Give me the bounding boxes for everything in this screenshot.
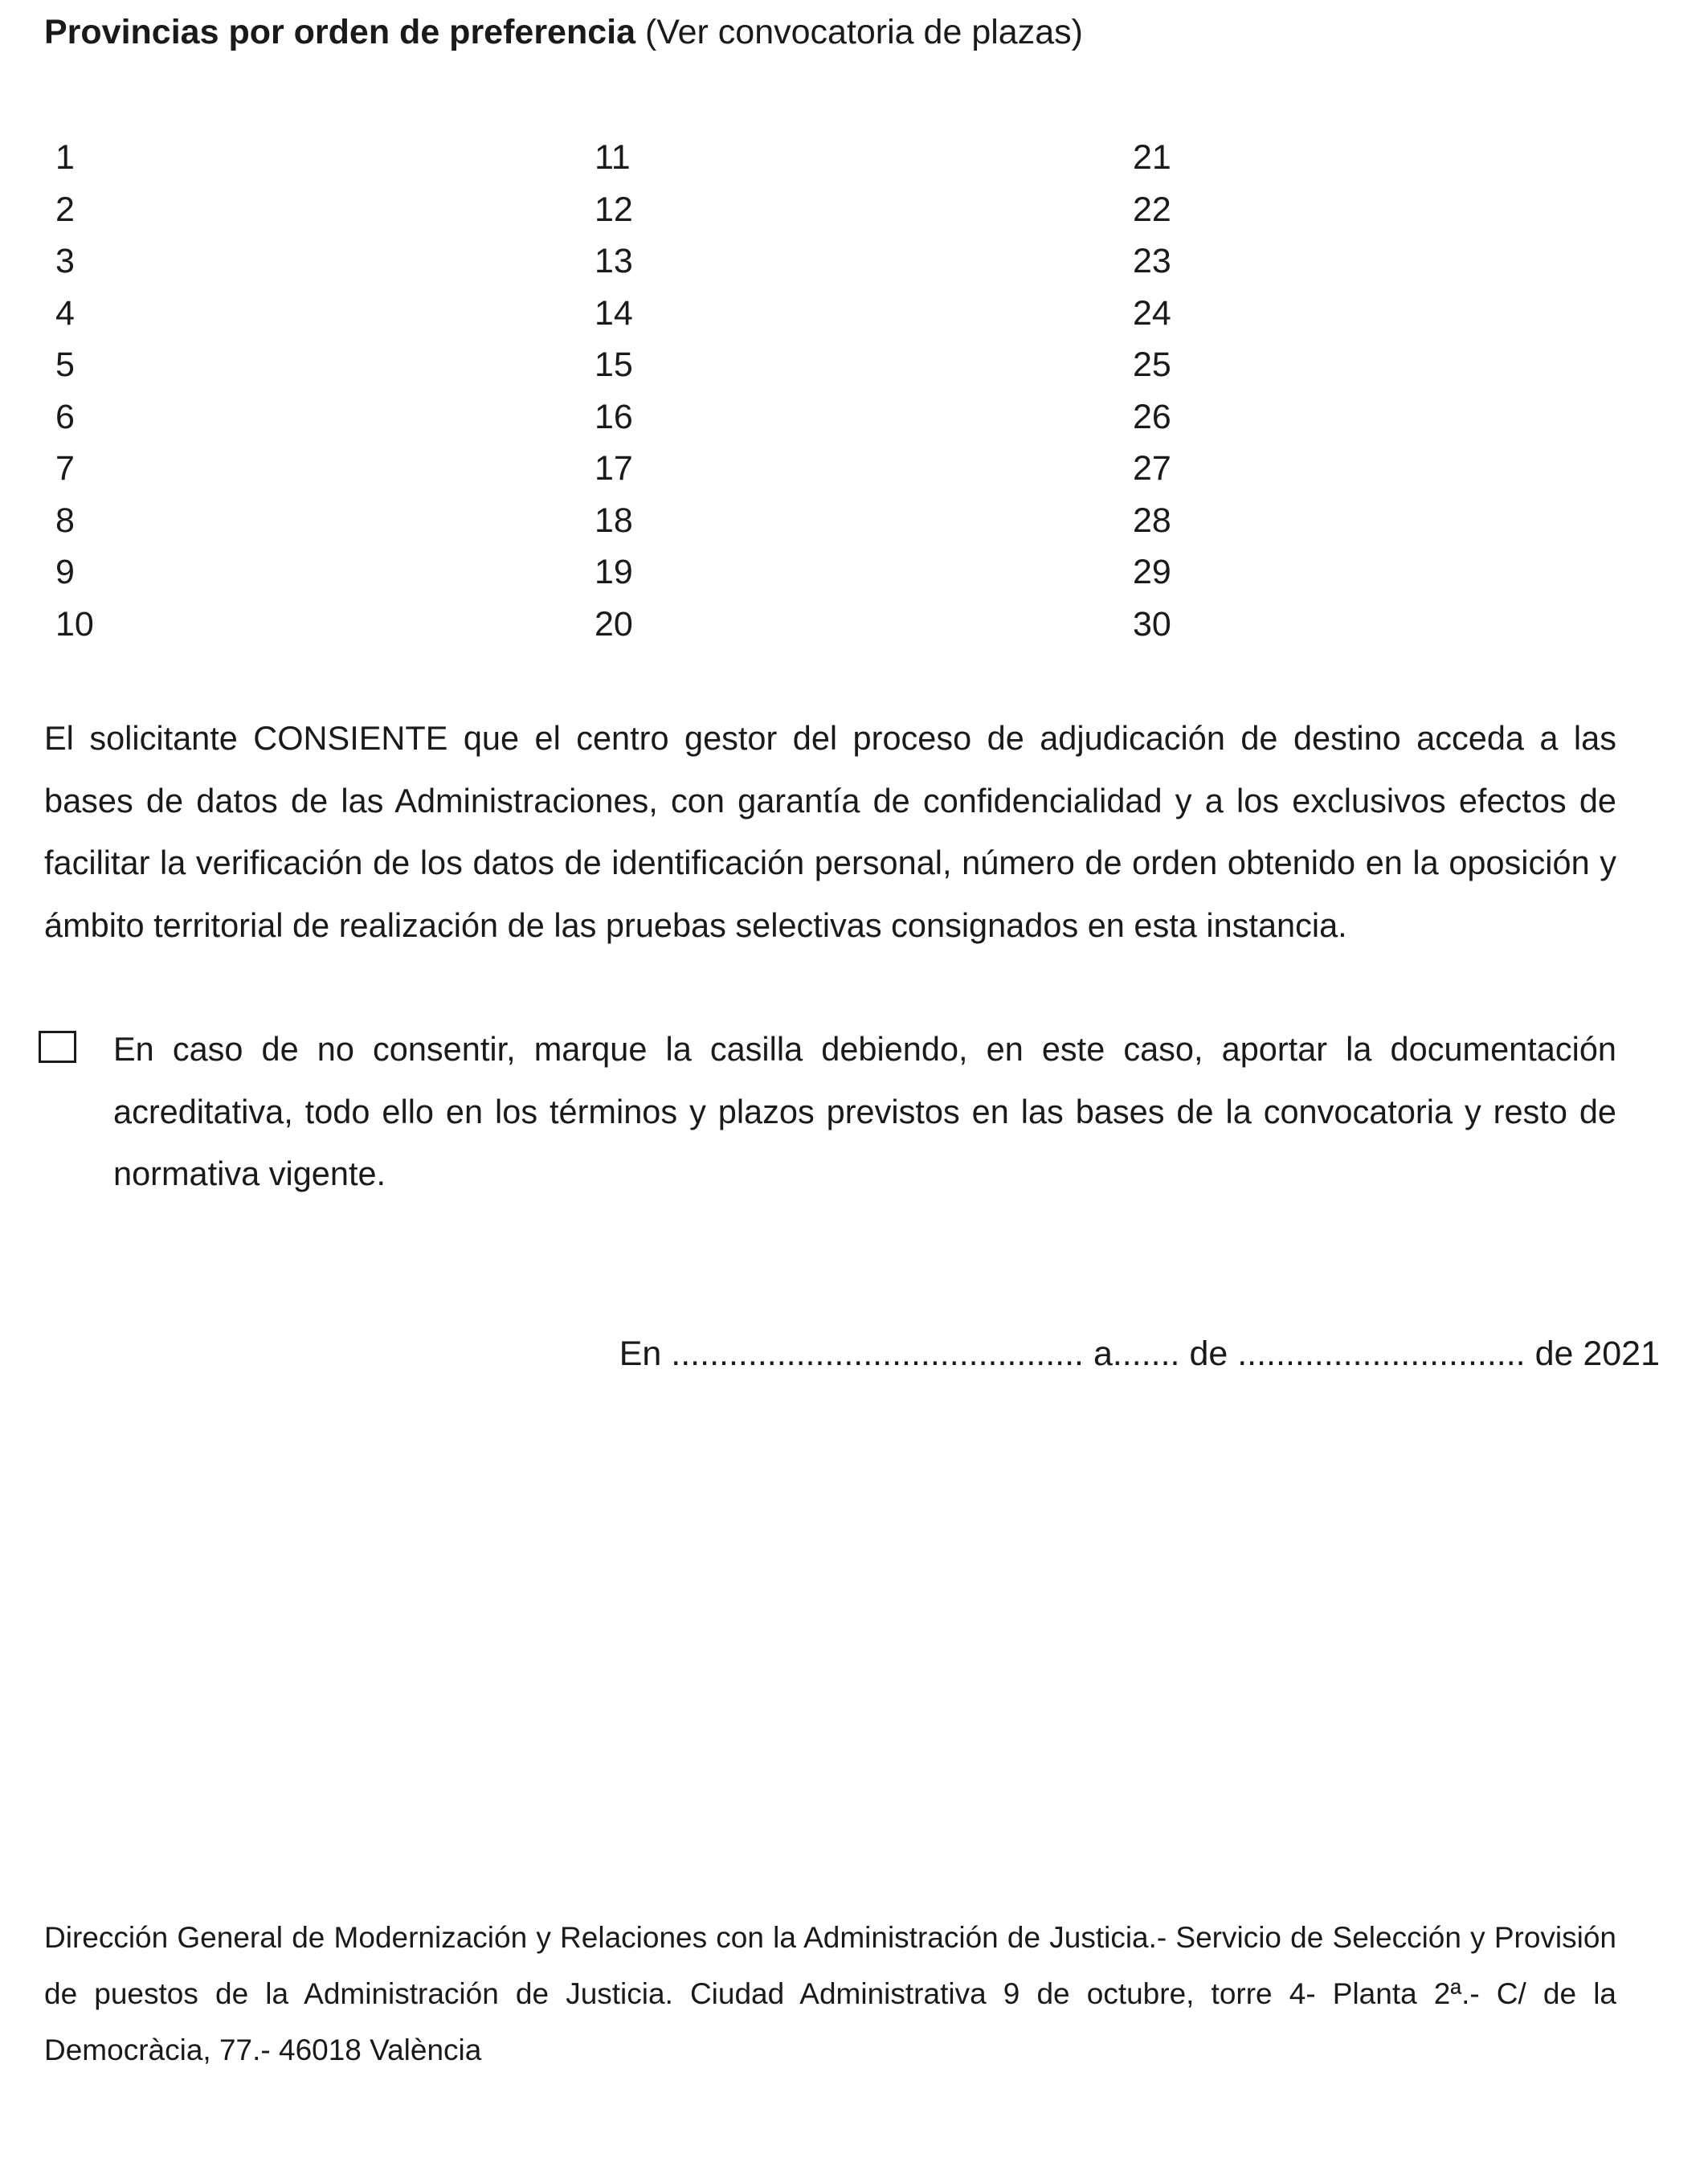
no-consent-paragraph: En caso de no consentir, marque la casilla debiendo, en este caso, aportar la documentación acreditativa, todo ello en los términos y plazos previstos en las bases de la convocatoria y resto de normativa vigente. xyxy=(113,1030,1616,1192)
preference-number: 11 xyxy=(595,138,631,177)
preference-number: 12 xyxy=(595,190,633,229)
preference-number: 19 xyxy=(595,553,633,591)
preference-number: 8 xyxy=(55,501,75,540)
consent-paragraph: El solicitante CONSIENTE que el centro gestor del proceso de adjudicación de destino acceda a las bases de datos de las Administraciones, con garantía de confidencialidad y a los exclusivos efectos de facilitar la verificación de los datos de identificación personal, número de orden obtenido en la oposición y ámbito territorial de realización de las pruebas selectivas consignados en esta instancia. xyxy=(44,719,1616,944)
preference-number: 16 xyxy=(595,397,633,436)
preference-number: 15 xyxy=(595,345,633,384)
preference-column-3 xyxy=(1133,132,1171,650)
signature-date-line: En ........................................... a....... de .............................. de 2021 xyxy=(619,1334,1660,1373)
preference-number: 26 xyxy=(1133,397,1171,436)
preference-number: 29 xyxy=(1133,553,1171,591)
preference-number: 27 xyxy=(1133,449,1171,488)
preference-number: 2 xyxy=(55,190,75,229)
preference-number: 28 xyxy=(1133,501,1171,540)
preference-number: 18 xyxy=(595,501,633,540)
preference-number: 25 xyxy=(1133,345,1171,384)
preference-number: 20 xyxy=(595,604,633,644)
preference-number: 10 xyxy=(55,604,94,644)
preference-number: 23 xyxy=(1133,242,1171,280)
preference-number: 5 xyxy=(55,345,75,384)
preference-column-2 xyxy=(595,132,633,650)
preference-number: 7 xyxy=(55,449,75,488)
preference-number: 14 xyxy=(595,293,633,333)
page-title xyxy=(44,8,1083,56)
no-consent-checkbox[interactable] xyxy=(39,1031,76,1063)
preference-number: 21 xyxy=(1133,138,1171,177)
footer-address: Dirección General de Modernización y Relaciones con la Administración de Justicia.- Servicio de Selección y Provisión de puestos de la Administración de Justicia. Ciudad Administrativa 9 de octubre, torre 4- Planta 2ª.- C/ de la Democràcia, 77.- 46018 València xyxy=(44,1921,1616,2066)
preference-number: 3 xyxy=(55,242,75,280)
preference-number: 22 xyxy=(1133,190,1171,229)
preference-number: 9 xyxy=(55,553,75,591)
preference-number: 1 xyxy=(55,138,75,177)
page-title-note: (Ver convocatoria de plazas) xyxy=(644,13,1083,51)
page-title-bold: Provincias por orden de preferencia xyxy=(44,13,636,51)
preference-number: 24 xyxy=(1133,293,1171,333)
preference-number: 4 xyxy=(55,293,75,333)
preference-number: 30 xyxy=(1133,604,1171,644)
preference-number: 13 xyxy=(595,242,633,280)
preference-number: 17 xyxy=(595,449,633,488)
preference-column-1 xyxy=(55,132,94,650)
preference-number: 6 xyxy=(55,397,75,436)
